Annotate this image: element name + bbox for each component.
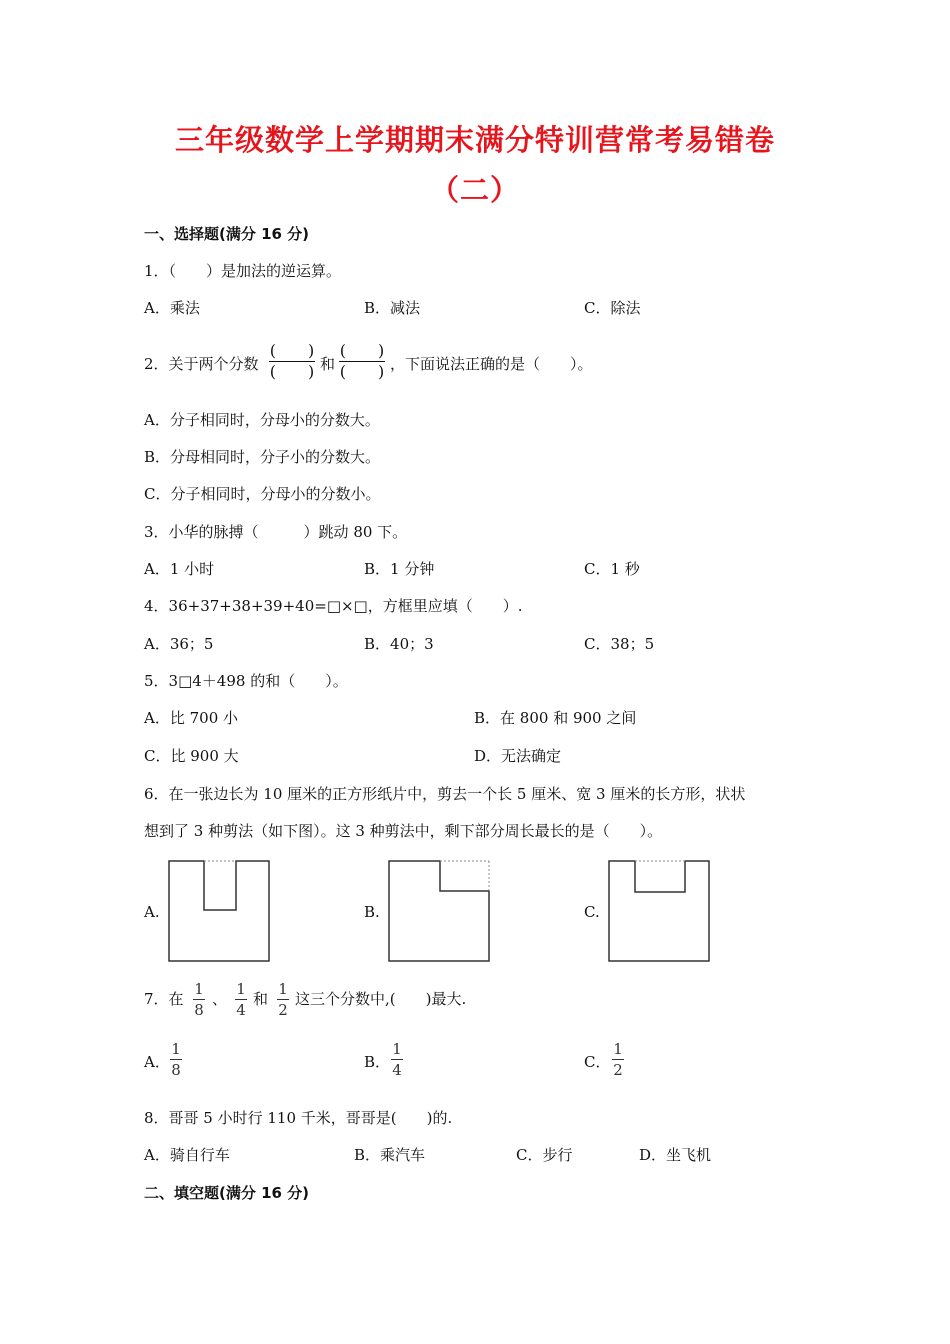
blank-fraction-2-denominator: ( ) bbox=[339, 362, 385, 381]
q8-option-c: C．步行 bbox=[516, 1146, 573, 1164]
blank-fraction-1-numerator: ( ) bbox=[269, 341, 315, 360]
fraction-bar bbox=[193, 999, 205, 1000]
figure-cut-c bbox=[608, 860, 712, 964]
q6-option-c-label: C. bbox=[584, 903, 600, 921]
q8-option-d: D．坐飞机 bbox=[639, 1146, 712, 1164]
question-2-lead: 2．关于两个分数 bbox=[144, 355, 259, 373]
fraction-one-half bbox=[277, 980, 289, 1019]
blank-fraction-1-denominator: ( ) bbox=[269, 362, 315, 381]
question-6-line-1: 6．在一张边长为 10 厘米的正方形纸片中，剪去一个长 5 厘米、宽 3 厘米的长方形，状状 bbox=[144, 785, 746, 803]
question-3-stem: 3．小华的脉搏（ ）跳动 80 下。 bbox=[144, 523, 408, 541]
q1-option-a: A．乘法 bbox=[144, 299, 200, 317]
fraction-denominator: 8 bbox=[194, 1001, 204, 1019]
q3-option-b: B．1 分钟 bbox=[364, 560, 435, 578]
page-subtitle: （二） bbox=[429, 173, 520, 207]
question-7-number: 7．在 bbox=[144, 990, 184, 1008]
fraction-numerator: 1 bbox=[236, 980, 246, 998]
q1-option-b: B．减法 bbox=[364, 299, 421, 317]
q7-option-b-fraction bbox=[391, 1040, 403, 1079]
blank-fraction-1 bbox=[269, 342, 315, 381]
blank-fraction-2 bbox=[339, 342, 385, 381]
section-heading-fill-in: 二、填空题(满分 16 分) bbox=[144, 1184, 310, 1202]
fraction-bar bbox=[391, 1059, 403, 1060]
q2-option-a: A．分子相同时，分母小的分数大。 bbox=[144, 411, 380, 429]
q7-option-a-label: A． bbox=[144, 1053, 170, 1071]
fraction-numerator: 1 bbox=[194, 980, 204, 998]
q5-option-a: A．比 700 小 bbox=[144, 709, 238, 727]
blank-fraction-2-numerator: ( ) bbox=[339, 341, 385, 360]
question-2-and: 和 bbox=[320, 355, 336, 373]
fraction-numerator: 1 bbox=[392, 1040, 402, 1058]
q7-option-c-label: C． bbox=[584, 1053, 611, 1071]
q7-option-a-fraction bbox=[170, 1040, 182, 1079]
page-title: 三年级数学上学期期末满分特训营常考易错卷 bbox=[174, 123, 775, 157]
fraction-numerator: 1 bbox=[278, 980, 288, 998]
fraction-denominator: 2 bbox=[278, 1001, 288, 1019]
fraction-numerator: 1 bbox=[613, 1040, 623, 1058]
question-1-stem: 1．（ ）是加法的逆运算。 bbox=[144, 262, 342, 280]
fraction-denominator: 4 bbox=[236, 1001, 246, 1019]
q2-option-c: C．分子相同时，分母小的分数小。 bbox=[144, 485, 381, 503]
fraction-one-quarter bbox=[235, 980, 247, 1019]
fraction-bar bbox=[612, 1059, 624, 1060]
section-heading-choice: 一、选择题(满分 16 分) bbox=[144, 225, 310, 243]
fraction-denominator: 2 bbox=[613, 1061, 623, 1079]
question-8-stem: 8．哥哥 5 小时行 110 千米，哥哥是( )的. bbox=[144, 1109, 453, 1127]
q8-option-a: A．骑自行车 bbox=[144, 1146, 230, 1164]
fraction-denominator: 8 bbox=[171, 1061, 181, 1079]
q5-option-d: D．无法确定 bbox=[474, 747, 562, 765]
q4-option-a: A．36；5 bbox=[144, 635, 214, 653]
q7-option-c-fraction bbox=[612, 1040, 624, 1079]
fraction-numerator: 1 bbox=[171, 1040, 181, 1058]
question-5-stem: 5．3□4＋498 的和（ ）。 bbox=[144, 672, 348, 690]
fraction-bar bbox=[170, 1059, 182, 1060]
figure-cut-b bbox=[388, 860, 492, 964]
q6-option-b-label: B. bbox=[364, 903, 380, 921]
q5-option-c: C．比 900 大 bbox=[144, 747, 239, 765]
q5-option-b: B．在 800 和 900 之间 bbox=[474, 709, 637, 727]
question-7-tail: 这三个分数中,( )最大. bbox=[295, 990, 467, 1008]
q1-option-c: C．除法 bbox=[584, 299, 641, 317]
q7-option-b-label: B． bbox=[364, 1053, 391, 1071]
fraction-one-eighth bbox=[193, 980, 205, 1019]
q4-option-b: B．40；3 bbox=[364, 635, 434, 653]
q6-option-a-label: A. bbox=[144, 903, 160, 921]
fraction-denominator: 4 bbox=[392, 1061, 402, 1079]
question-7-separator: 、 bbox=[212, 990, 228, 1008]
fraction-bar bbox=[277, 999, 289, 1000]
q3-option-c: C．1 秒 bbox=[584, 560, 640, 578]
q8-option-b: B．乘汽车 bbox=[354, 1146, 426, 1164]
question-2-tail: ，下面说法正确的是（ ）。 bbox=[390, 355, 593, 373]
question-6-line-2: 想到了 3 种剪法（如下图）。这 3 种剪法中，剩下部分周长最长的是（ ）。 bbox=[144, 822, 663, 840]
figure-cut-a bbox=[168, 860, 272, 964]
question-4-stem: 4．36+37+38+39+40=□×□，方框里应填（ ）. bbox=[144, 597, 523, 615]
q4-option-c: C．38；5 bbox=[584, 635, 655, 653]
q3-option-a: A．1 小时 bbox=[144, 560, 215, 578]
q2-option-b: B．分母相同时，分子小的分数大。 bbox=[144, 448, 381, 466]
fraction-bar bbox=[235, 999, 247, 1000]
question-7-and: 和 bbox=[253, 990, 269, 1008]
